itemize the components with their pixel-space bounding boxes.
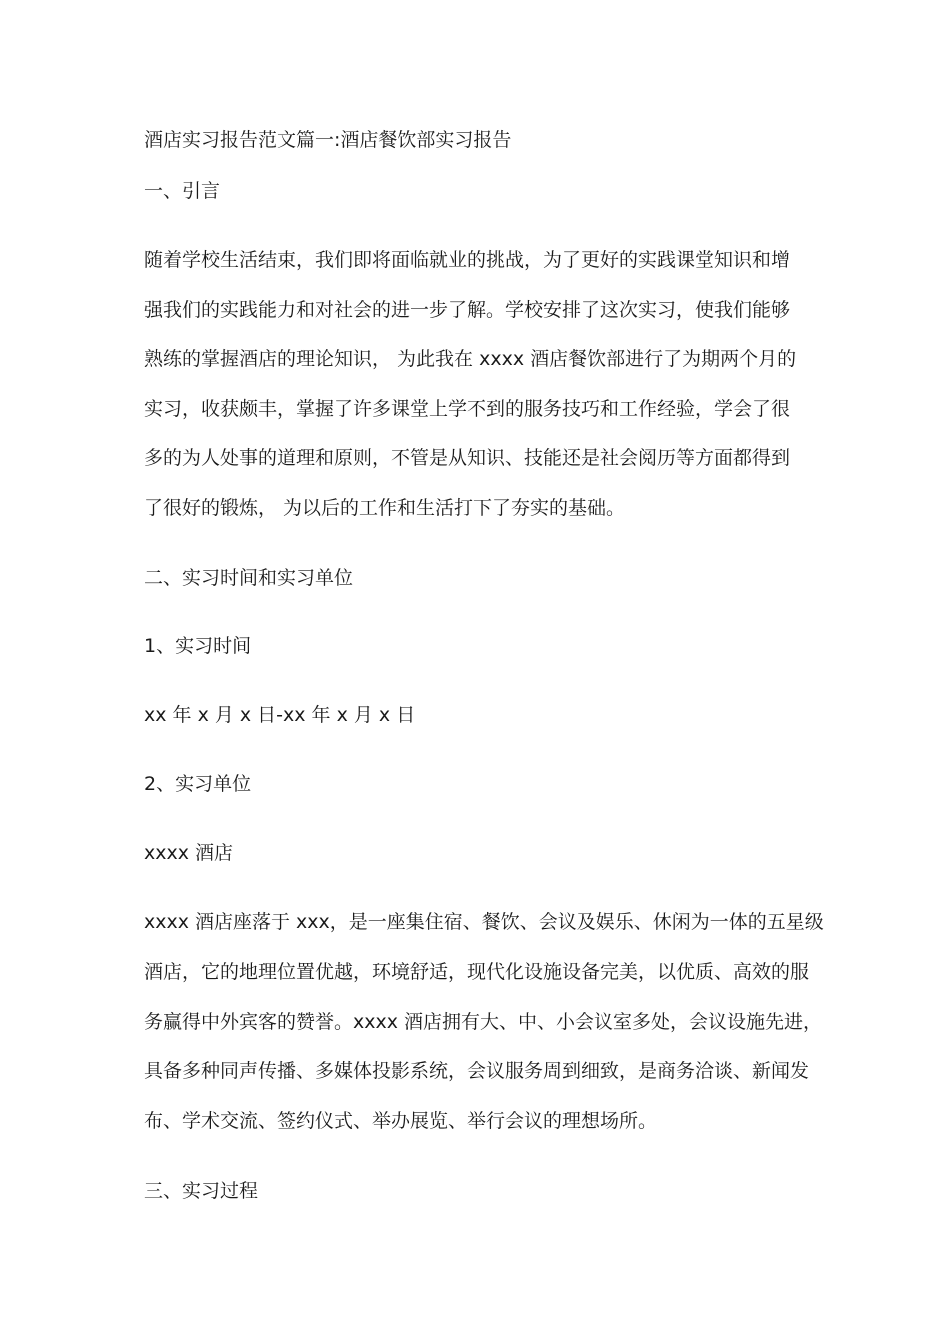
subheading-internship-time: 1、实习时间 xyxy=(144,635,252,657)
intro-paragraph-line: 随着学校生活结束，我们即将面临就业的挑战，为了更好的实践课堂知识和增 xyxy=(144,249,791,271)
document-title: 酒店实习报告范文篇一:酒店餐饮部实习报告 xyxy=(144,129,512,151)
hotel-paragraph-line: 酒店，它的地理位置优越，环境舒适，现代化设施设备完美，以优质、高效的服 xyxy=(144,961,810,983)
section-heading-internship-process: 三、实习过程 xyxy=(144,1180,259,1202)
internship-time-value: xx 年 x 月 x 日-xx 年 x 月 x 日 xyxy=(144,704,416,726)
intro-paragraph-line: 强我们的实践能力和对社会的进一步了解。学校安排了这次实习，使我们能够 xyxy=(144,299,791,321)
hotel-paragraph-line: xxxx 酒店座落于 xxx，是一座集住宿、餐饮、会议及娱乐、休闲为一体的五星级 xyxy=(144,911,824,933)
hotel-paragraph-line: 具备多种同声传播、多媒体投影系统，会议服务周到细致，是商务洽谈、新闻发 xyxy=(144,1060,810,1082)
intro-paragraph-line: 熟练的掌握酒店的理论知识， 为此我在 xxxx 酒店餐饮部进行了为期两个月的 xyxy=(144,348,797,370)
section-heading-time-and-unit: 二、实习时间和实习单位 xyxy=(144,567,354,589)
internship-unit-value: xxxx 酒店 xyxy=(144,842,234,864)
intro-paragraph-line: 实习，收获颇丰，掌握了许多课堂上学不到的服务技巧和工作经验，学会了很 xyxy=(144,398,791,420)
hotel-paragraph-line: 务赢得中外宾客的赞誉。xxxx 酒店拥有大、中、小会议室多处，会议设施先进， xyxy=(144,1011,823,1033)
subheading-internship-unit: 2、实习单位 xyxy=(144,773,252,795)
intro-paragraph-line: 了很好的锻炼， 为以后的工作和生活打下了夯实的基础。 xyxy=(144,497,626,519)
hotel-paragraph-line: 布、学术交流、签约仪式、举办展览、举行会议的理想场所。 xyxy=(144,1110,658,1132)
section-heading-introduction: 一、引言 xyxy=(144,180,221,202)
intro-paragraph-line: 多的为人处事的道理和原则，不管是从知识、技能还是社会阅历等方面都得到 xyxy=(144,447,791,469)
